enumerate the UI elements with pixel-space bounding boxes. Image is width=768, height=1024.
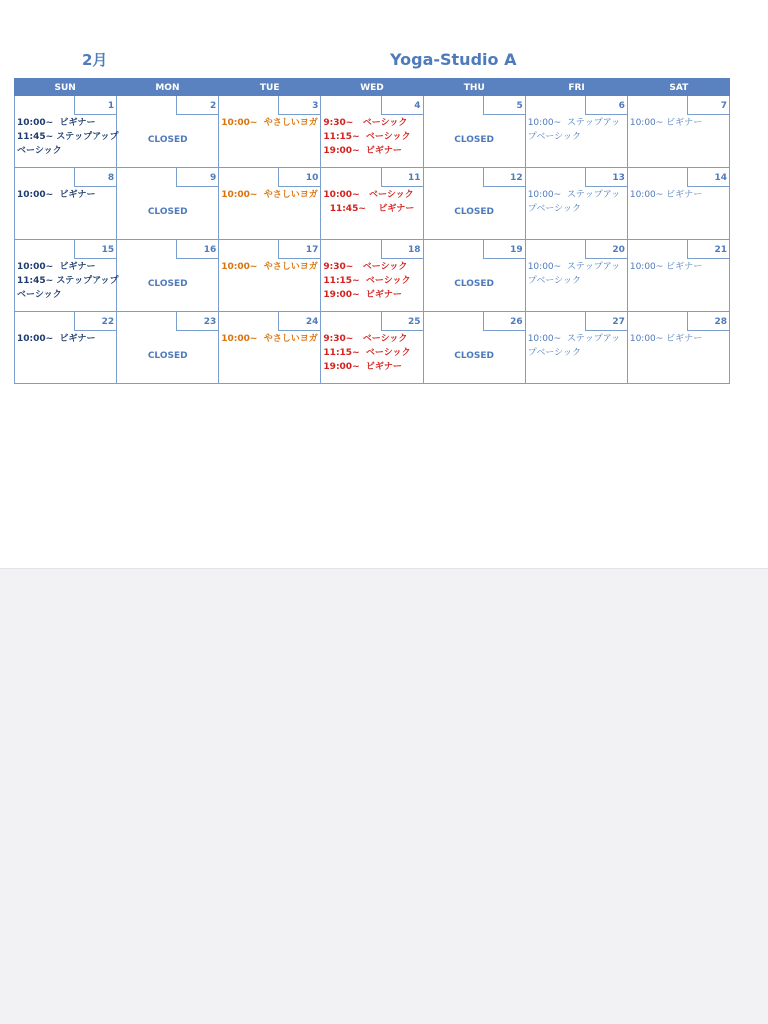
closed-label: CLOSED (147, 351, 188, 361)
class-schedule (221, 116, 318, 130)
day-cell (15, 312, 117, 384)
calendar-weeks (14, 96, 730, 384)
class-schedule (323, 188, 420, 216)
day-number: 2 (176, 96, 218, 115)
class-entry: 10:00~ ビギナー (17, 190, 96, 200)
class-entry: プベーシック (527, 204, 581, 214)
class-schedule (221, 188, 318, 202)
closed-label: CLOSED (454, 207, 495, 217)
calendar-week-row (15, 168, 730, 240)
day-number: 17 (278, 240, 320, 259)
day-number: 15 (74, 240, 116, 259)
class-schedule (323, 332, 420, 374)
day-cell (219, 96, 321, 168)
day-number: 21 (687, 240, 729, 259)
day-number: 10 (278, 168, 320, 187)
day-cell (424, 96, 526, 168)
class-entry: 9:30~ ベーシック (323, 118, 408, 128)
class-entry: 9:30~ ベーシック (323, 262, 408, 272)
class-schedule (528, 188, 625, 216)
day-cell (219, 240, 321, 312)
day-number: 5 (483, 96, 525, 115)
calendar-week-row (15, 312, 730, 384)
class-entry: プベーシック (527, 276, 581, 286)
day-cell (526, 96, 628, 168)
class-schedule (221, 260, 318, 274)
day-cell (628, 240, 730, 312)
weekday-sat: SAT (669, 83, 689, 93)
studio-title: Yoga-Studio A (390, 50, 517, 69)
day-cell (15, 240, 117, 312)
class-entry: 11:45~ ビギナー (323, 204, 415, 214)
class-entry: ベーシック (17, 146, 62, 156)
class-entry: 10:00~ ベーシック (323, 190, 414, 200)
class-schedule (630, 188, 727, 202)
class-entry: 10:00~ ビギナー (629, 190, 703, 200)
day-number: 20 (585, 240, 627, 259)
day-cell (424, 168, 526, 240)
class-entry: 10:00~ やさしいヨガ (221, 118, 318, 128)
day-number: 11 (381, 168, 423, 187)
closed-label: CLOSED (454, 351, 495, 361)
class-entry: 11:45~ ステップアップ (17, 276, 119, 286)
calendar-week-row (15, 96, 730, 168)
day-number: 25 (381, 312, 423, 331)
day-cell (219, 312, 321, 384)
day-cell (117, 240, 219, 312)
day-cell (321, 312, 423, 384)
day-cell (321, 168, 423, 240)
day-cell (628, 312, 730, 384)
class-entry: 10:00~ ビギナー (17, 262, 96, 272)
day-number: 18 (381, 240, 423, 259)
day-cell (219, 168, 321, 240)
class-entry: 11:15~ ベーシック (323, 348, 411, 358)
class-schedule (528, 260, 625, 288)
calendar-week-row (15, 240, 730, 312)
class-schedule (323, 116, 420, 158)
day-number: 14 (687, 168, 729, 187)
weekday-tue: TUE (259, 83, 280, 93)
day-cell (15, 168, 117, 240)
class-schedule (221, 332, 318, 346)
class-schedule (17, 188, 114, 202)
class-entry: 9:30~ ベーシック (323, 334, 408, 344)
day-number: 24 (278, 312, 320, 331)
class-entry: 10:00~ ビギナー (629, 262, 703, 272)
class-entry: 10:00~ ステップアッ (527, 262, 621, 272)
class-entry: 10:00~ ビギナー (629, 334, 703, 344)
day-number: 26 (483, 312, 525, 331)
class-schedule (17, 116, 119, 158)
month-label: 2月 (82, 51, 108, 69)
class-entry: 10:00~ ステップアッ (527, 190, 621, 200)
day-cell (526, 240, 628, 312)
day-number: 16 (176, 240, 218, 259)
day-cell (117, 96, 219, 168)
weekday-thu: THU (463, 83, 485, 93)
class-entry: 11:15~ ベーシック (323, 132, 411, 142)
day-cell (424, 312, 526, 384)
day-number: 6 (585, 96, 627, 115)
weekday-wed: WED (360, 83, 384, 93)
day-number: 3 (278, 96, 320, 115)
day-cell (321, 96, 423, 168)
class-schedule (528, 332, 625, 360)
closed-label: CLOSED (454, 135, 495, 145)
class-entry: 10:00~ ビギナー (17, 334, 96, 344)
day-number: 22 (74, 312, 116, 331)
day-cell (628, 96, 730, 168)
day-cell (321, 240, 423, 312)
day-number: 8 (74, 168, 116, 187)
class-entry: 10:00~ やさしいヨガ (221, 334, 318, 344)
day-cell (424, 240, 526, 312)
day-number: 28 (687, 312, 729, 331)
class-schedule (630, 116, 727, 130)
class-entry: 10:00~ ビギナー (629, 118, 703, 128)
class-entry: 19:00~ ビギナー (323, 362, 402, 372)
day-cell (526, 168, 628, 240)
day-number: 9 (176, 168, 218, 187)
day-cell (117, 168, 219, 240)
class-schedule (630, 260, 727, 274)
class-entry: 11:45~ ステップアップ (17, 132, 119, 142)
weekday-mon: MON (155, 83, 180, 93)
day-number: 13 (585, 168, 627, 187)
class-entry: 19:00~ ビギナー (323, 290, 402, 300)
class-entry: 19:00~ ビギナー (323, 146, 402, 156)
day-cell (628, 168, 730, 240)
day-number: 4 (381, 96, 423, 115)
day-number: 23 (176, 312, 218, 331)
class-entry: 11:15~ ベーシック (323, 276, 411, 286)
closed-label: CLOSED (147, 279, 188, 289)
class-schedule (630, 332, 727, 346)
closed-label: CLOSED (147, 135, 188, 145)
class-entry: ベーシック (17, 290, 62, 300)
calendar-grid (14, 78, 730, 384)
class-entry: 10:00~ やさしいヨガ (221, 262, 318, 272)
day-number: 27 (585, 312, 627, 331)
day-number: 1 (74, 96, 116, 115)
weekday-fri: FRI (568, 83, 585, 93)
weekday-header (14, 78, 730, 96)
day-number: 19 (483, 240, 525, 259)
class-entry: プベーシック (527, 348, 581, 358)
class-schedule (528, 116, 625, 144)
class-entry: プベーシック (527, 132, 581, 142)
weekday-sun: SUN (54, 83, 76, 93)
closed-label: CLOSED (147, 207, 188, 217)
day-cell (526, 312, 628, 384)
class-entry: 10:00~ ビギナー (17, 118, 96, 128)
day-cell (15, 96, 117, 168)
class-schedule (323, 260, 420, 302)
class-schedule (17, 332, 114, 346)
day-cell (117, 312, 219, 384)
class-entry: 10:00~ やさしいヨガ (221, 190, 318, 200)
closed-label: CLOSED (454, 279, 495, 289)
day-number: 12 (483, 168, 525, 187)
class-entry: 10:00~ ステップアッ (527, 334, 621, 344)
class-entry: 10:00~ ステップアッ (527, 118, 621, 128)
class-schedule (17, 260, 119, 302)
day-number: 7 (687, 96, 729, 115)
